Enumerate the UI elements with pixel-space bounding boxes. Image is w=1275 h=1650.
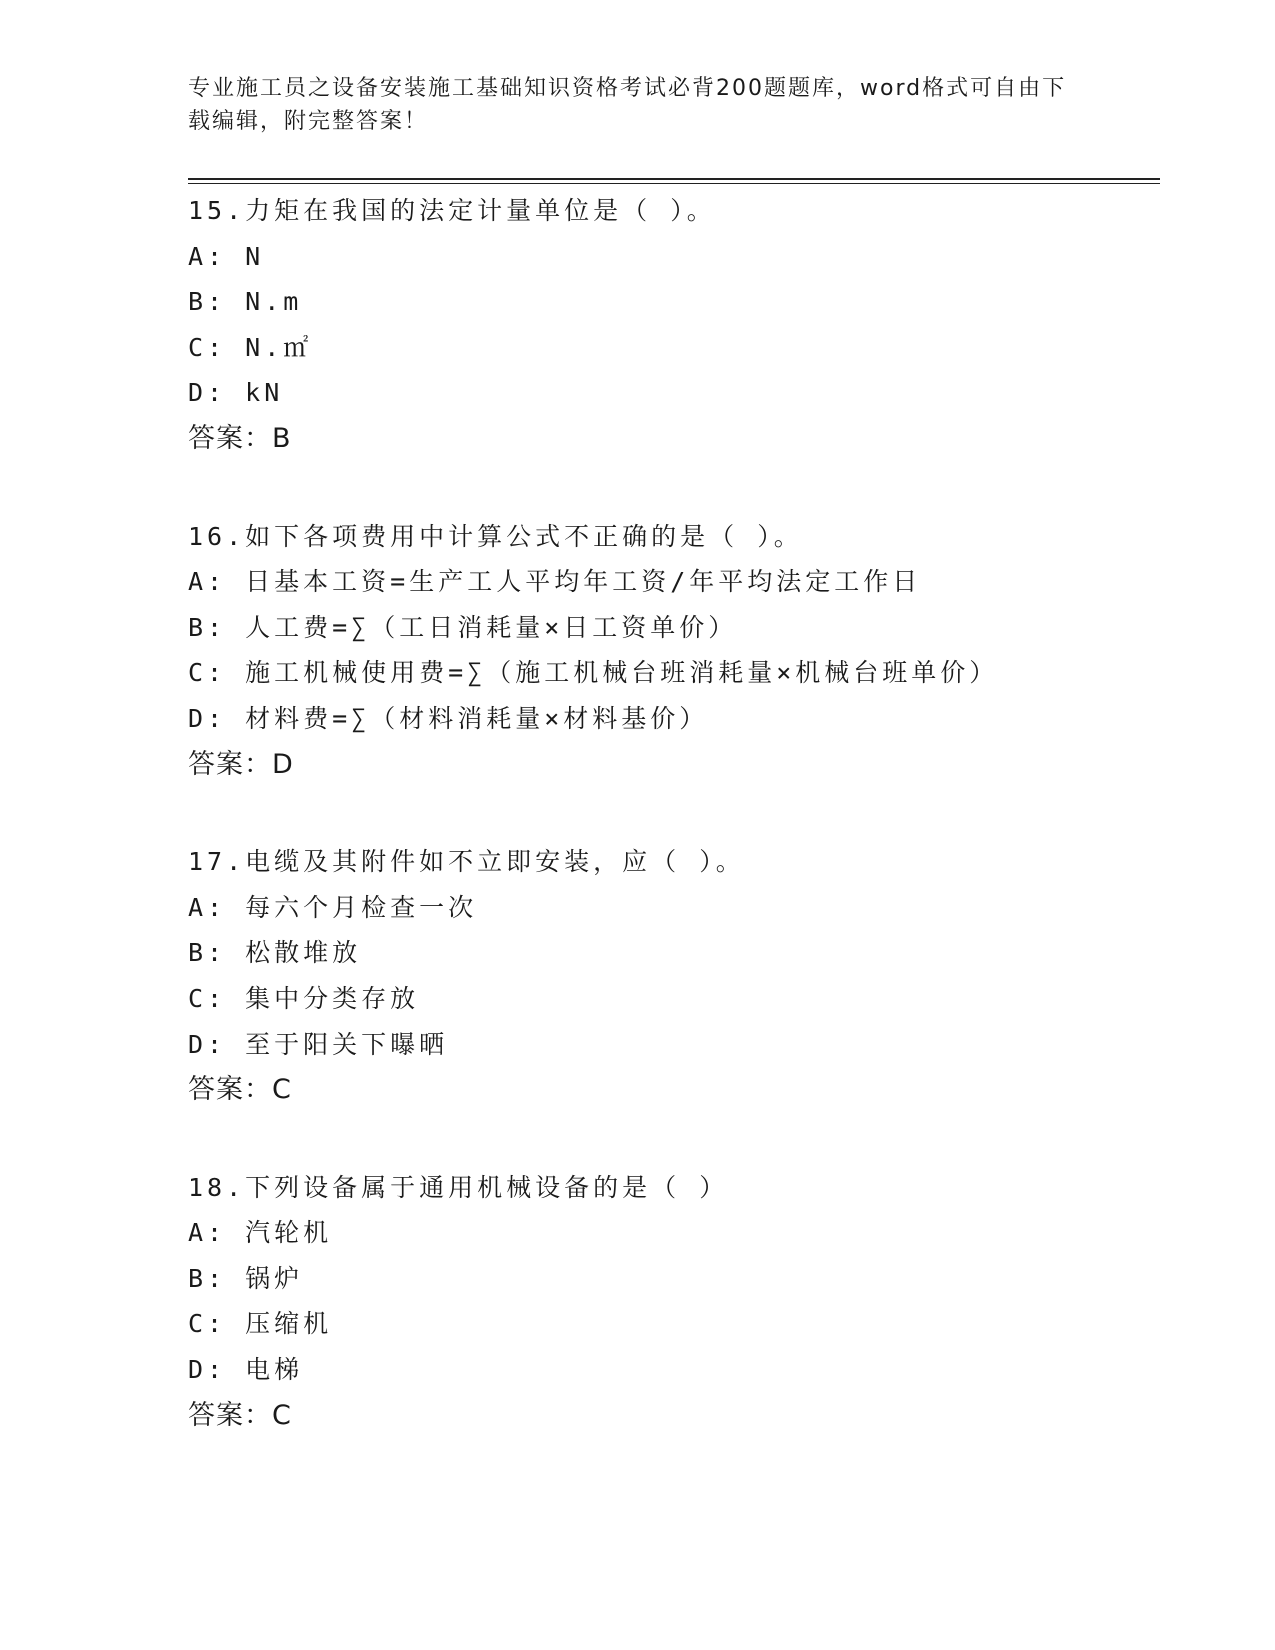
answer-line: 答案：C bbox=[188, 1074, 292, 1106]
question-17 bbox=[188, 839, 1168, 1113]
option-a: A: N bbox=[188, 241, 265, 271]
question-list bbox=[188, 188, 1168, 1438]
answer-line: 答案：D bbox=[188, 748, 294, 780]
question-spacer bbox=[188, 1113, 1168, 1165]
question-stem: 18.下列设备属于通用机械设备的是（ ） bbox=[188, 1172, 729, 1202]
question-stem: 15.力矩在我国的法定计量单位是（ ）。 bbox=[188, 196, 716, 225]
option-d: D: 材料费=∑（材料消耗量×材料基价） bbox=[188, 703, 709, 733]
option-a: A: 汽轮机 bbox=[188, 1218, 333, 1248]
option-a: A: 日基本工资=生产工人平均年工资/年平均法定工作日 bbox=[188, 567, 922, 597]
answer-line: 答案：B bbox=[188, 422, 292, 454]
option-d: D: kN bbox=[188, 378, 284, 408]
header-text: 专业施工员之设备安装施工基础知识资格考试必背200题题库，word格式可自由下载编辑，附完整答案！ bbox=[188, 76, 1067, 134]
header-divider-thick bbox=[188, 178, 1160, 180]
option-c: C: 集中分类存放 bbox=[188, 983, 420, 1013]
option-b: B: 松散堆放 bbox=[188, 938, 362, 968]
question-16 bbox=[188, 514, 1168, 788]
question-stem: 17.电缆及其附件如不立即安装，应（ ）。 bbox=[188, 847, 745, 877]
option-a: A: 每六个月检查一次 bbox=[188, 892, 478, 922]
option-c: C: N.㎡ bbox=[188, 332, 313, 362]
question-18 bbox=[188, 1165, 1168, 1439]
document-header bbox=[188, 72, 1088, 138]
option-b: B: 锅炉 bbox=[188, 1263, 304, 1293]
header-divider-thin bbox=[188, 183, 1160, 184]
option-b: B: N.m bbox=[188, 287, 303, 317]
option-d: D: 至于阳关下曝晒 bbox=[188, 1029, 449, 1059]
question-spacer bbox=[188, 787, 1168, 839]
option-d: D: 电梯 bbox=[188, 1355, 304, 1385]
question-15 bbox=[188, 188, 1168, 462]
answer-line: 答案：C bbox=[188, 1399, 292, 1431]
question-stem: 16.如下各项费用中计算公式不正确的是（ ）。 bbox=[188, 521, 803, 551]
option-c: C: 压缩机 bbox=[188, 1309, 333, 1339]
option-c: C: 施工机械使用费=∑（施工机械台班消耗量×机械台班单价） bbox=[188, 658, 999, 688]
question-spacer bbox=[188, 462, 1168, 514]
option-b: B: 人工费=∑（工日消耗量×日工资单价） bbox=[188, 612, 738, 642]
